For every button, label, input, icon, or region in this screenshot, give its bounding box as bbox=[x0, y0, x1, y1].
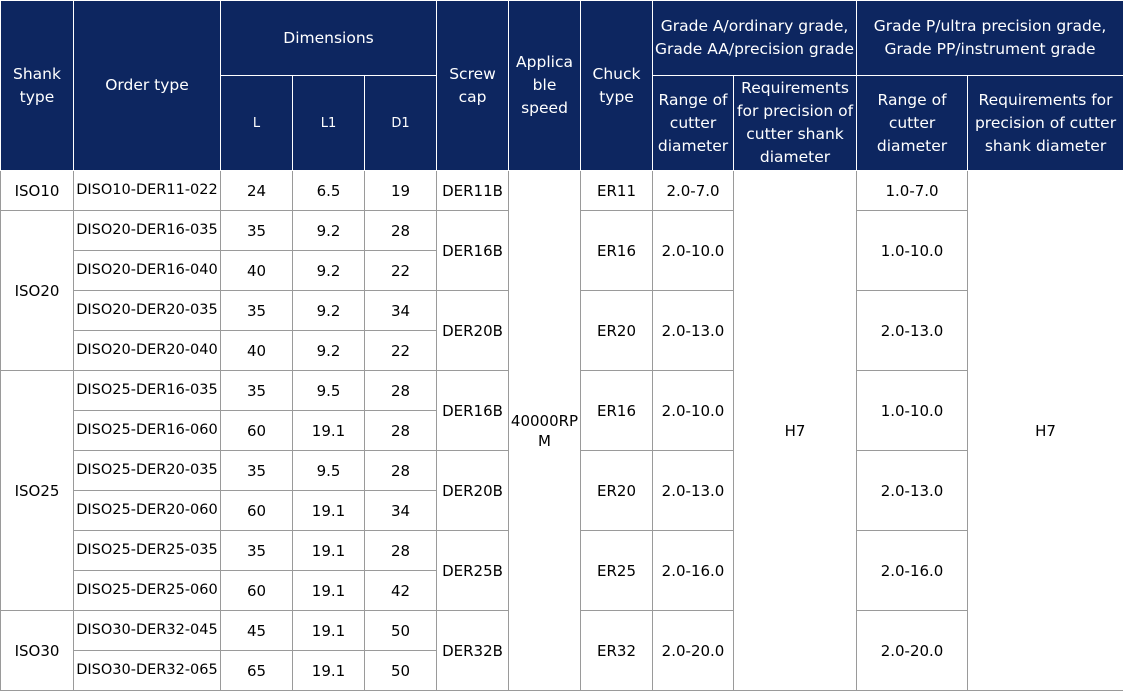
dim-L1-cell: 19.1 bbox=[293, 531, 365, 571]
precision-p-cell: H7 bbox=[968, 171, 1123, 691]
range-p-cell: 2.0-13.0 bbox=[857, 451, 968, 531]
range-a-cell: 2.0-10.0 bbox=[653, 371, 734, 451]
range-a-cell: 2.0-16.0 bbox=[653, 531, 734, 611]
order-type-cell: DISO20-DER20-040 bbox=[74, 331, 221, 371]
dim-L1-cell: 19.1 bbox=[293, 411, 365, 451]
order-type-cell: DISO25-DER25-060 bbox=[74, 571, 221, 611]
dim-D1-cell: 50 bbox=[365, 651, 437, 691]
range-a-cell: 2.0-10.0 bbox=[653, 211, 734, 291]
order-type-cell: DISO20-DER20-035 bbox=[74, 291, 221, 331]
dim-L-cell: 65 bbox=[221, 651, 293, 691]
dim-D1-cell: 22 bbox=[365, 251, 437, 291]
chuck-type-cell: ER11 bbox=[581, 171, 653, 211]
dim-D1-cell: 28 bbox=[365, 371, 437, 411]
dim-D1-cell: 28 bbox=[365, 211, 437, 251]
range-p-cell: 2.0-13.0 bbox=[857, 291, 968, 371]
shank-type-cell: ISO25 bbox=[1, 371, 74, 611]
dim-L-cell: 60 bbox=[221, 571, 293, 611]
dim-D1-cell: 28 bbox=[365, 411, 437, 451]
dim-L-cell: 24 bbox=[221, 171, 293, 211]
order-type-cell: DISO25-DER25-035 bbox=[74, 531, 221, 571]
dim-L1-cell: 9.5 bbox=[293, 371, 365, 411]
header-screw-cap: Screw cap bbox=[437, 1, 509, 171]
chuck-type-cell: ER16 bbox=[581, 211, 653, 291]
dim-D1-cell: 22 bbox=[365, 331, 437, 371]
dim-D1-cell: 50 bbox=[365, 611, 437, 651]
dim-L-cell: 35 bbox=[221, 291, 293, 331]
order-type-cell: DISO30-DER32-045 bbox=[74, 611, 221, 651]
dim-D1-cell: 42 bbox=[365, 571, 437, 611]
screw-cap-cell: DER20B bbox=[437, 291, 509, 371]
header-range-cutter-a: Range of cutter diameter bbox=[653, 76, 734, 171]
dim-L1-cell: 9.2 bbox=[293, 331, 365, 371]
dim-D1-cell: 19 bbox=[365, 171, 437, 211]
shank-type-cell: ISO10 bbox=[1, 171, 74, 211]
header-order-type: Order type bbox=[74, 1, 221, 171]
order-type-cell: DISO10-DER11-022 bbox=[74, 171, 221, 211]
range-a-cell: 2.0-13.0 bbox=[653, 451, 734, 531]
header-shank-type: Shank type bbox=[1, 1, 74, 171]
dim-D1-cell: 34 bbox=[365, 491, 437, 531]
dim-L1-cell: 19.1 bbox=[293, 491, 365, 531]
order-type-cell: DISO20-DER16-035 bbox=[74, 211, 221, 251]
dim-D1-cell: 34 bbox=[365, 291, 437, 331]
speed-cell: 40000RP M bbox=[509, 171, 581, 691]
dim-D1-cell: 28 bbox=[365, 531, 437, 571]
chuck-type-cell: ER25 bbox=[581, 531, 653, 611]
shank-type-cell: ISO20 bbox=[1, 211, 74, 371]
header-grade-p: Grade P/ultra precision grade, Grade PP/instrument grade bbox=[857, 1, 1123, 76]
screw-cap-cell: DER16B bbox=[437, 371, 509, 451]
header-range-cutter-p: Range of cutter diameter bbox=[857, 76, 968, 171]
header-dimensions: Dimensions bbox=[221, 1, 437, 76]
range-p-cell: 2.0-16.0 bbox=[857, 531, 968, 611]
chuck-type-cell: ER20 bbox=[581, 451, 653, 531]
order-type-cell: DISO20-DER16-040 bbox=[74, 251, 221, 291]
header-applicable-speed: Applica ble speed bbox=[509, 1, 581, 171]
screw-cap-cell: DER20B bbox=[437, 451, 509, 531]
screw-cap-cell: DER25B bbox=[437, 531, 509, 611]
dim-L-cell: 35 bbox=[221, 371, 293, 411]
dim-L1-cell: 19.1 bbox=[293, 571, 365, 611]
range-p-cell: 1.0-7.0 bbox=[857, 171, 968, 211]
header-L: L bbox=[221, 76, 293, 171]
dim-L-cell: 40 bbox=[221, 251, 293, 291]
order-type-cell: DISO25-DER16-035 bbox=[74, 371, 221, 411]
shank-type-cell: ISO30 bbox=[1, 611, 74, 691]
header-D1: D1 bbox=[365, 76, 437, 171]
dim-L1-cell: 9.2 bbox=[293, 211, 365, 251]
dim-L-cell: 45 bbox=[221, 611, 293, 651]
dim-L1-cell: 9.2 bbox=[293, 291, 365, 331]
dim-L-cell: 35 bbox=[221, 451, 293, 491]
dim-L-cell: 40 bbox=[221, 331, 293, 371]
dim-D1-cell: 28 bbox=[365, 451, 437, 491]
range-a-cell: 2.0-20.0 bbox=[653, 611, 734, 691]
range-p-cell: 1.0-10.0 bbox=[857, 371, 968, 451]
dim-L-cell: 60 bbox=[221, 491, 293, 531]
dim-L-cell: 60 bbox=[221, 411, 293, 451]
range-a-cell: 2.0-13.0 bbox=[653, 291, 734, 371]
dim-L1-cell: 19.1 bbox=[293, 611, 365, 651]
chuck-type-cell: ER20 bbox=[581, 291, 653, 371]
header-grade-a: Grade A/ordinary grade, Grade AA/precision grade bbox=[653, 1, 857, 76]
range-a-cell: 2.0-7.0 bbox=[653, 171, 734, 211]
dim-L1-cell: 19.1 bbox=[293, 651, 365, 691]
header-chuck-type: Chuck type bbox=[581, 1, 653, 171]
header-req-precision-p: Requirements for precision of cutter shank diameter bbox=[968, 76, 1123, 171]
precision-a-cell: H7 bbox=[734, 171, 857, 691]
order-type-cell: DISO30-DER32-065 bbox=[74, 651, 221, 691]
dim-L1-cell: 9.5 bbox=[293, 451, 365, 491]
dim-L1-cell: 6.5 bbox=[293, 171, 365, 211]
range-p-cell: 1.0-10.0 bbox=[857, 211, 968, 291]
dim-L1-cell: 9.2 bbox=[293, 251, 365, 291]
screw-cap-cell: DER11B bbox=[437, 171, 509, 211]
dim-L-cell: 35 bbox=[221, 211, 293, 251]
header-L1: L1 bbox=[293, 76, 365, 171]
order-type-cell: DISO25-DER20-035 bbox=[74, 451, 221, 491]
chuck-type-cell: ER32 bbox=[581, 611, 653, 691]
dim-L-cell: 35 bbox=[221, 531, 293, 571]
order-type-cell: DISO25-DER20-060 bbox=[74, 491, 221, 531]
range-p-cell: 2.0-20.0 bbox=[857, 611, 968, 691]
header-req-precision-a: Requirements for precision of cutter shank diameter bbox=[734, 76, 857, 171]
screw-cap-cell: DER32B bbox=[437, 611, 509, 691]
screw-cap-cell: DER16B bbox=[437, 211, 509, 291]
order-type-cell: DISO25-DER16-060 bbox=[74, 411, 221, 451]
chuck-type-cell: ER16 bbox=[581, 371, 653, 451]
